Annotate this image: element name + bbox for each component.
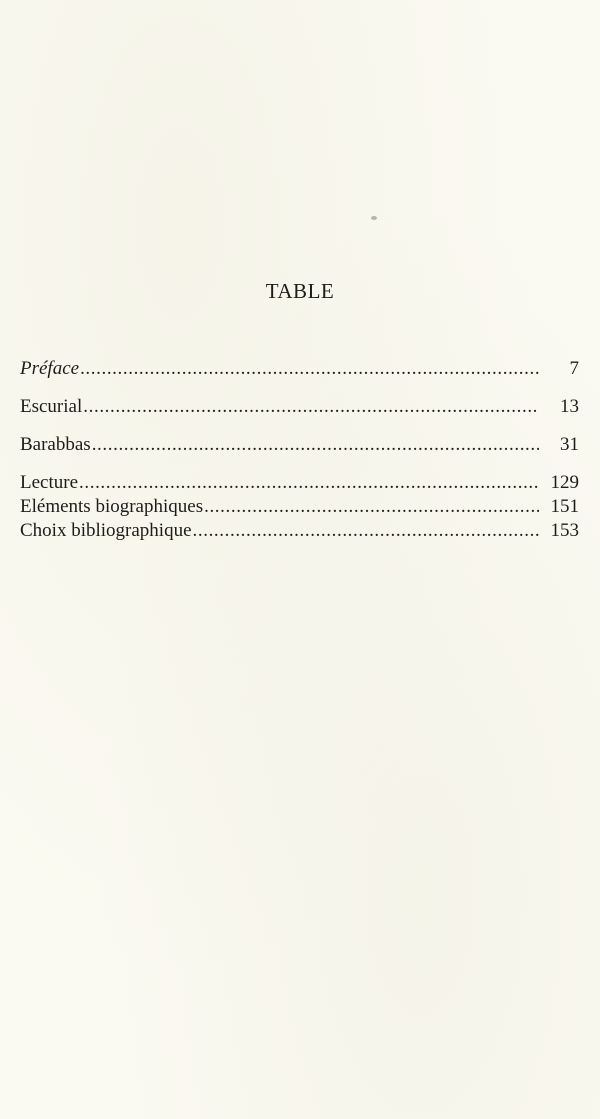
dot-leader <box>204 495 539 519</box>
toc-entry-label: Choix bibliographique <box>20 520 192 541</box>
toc-entry-label: Escurial <box>20 396 83 417</box>
toc-entry-page: 151 <box>550 496 579 517</box>
toc-entry-label: Lecture <box>20 472 79 493</box>
toc-entry-label: Barabbas <box>20 434 91 455</box>
dot-leader <box>193 519 539 543</box>
toc-entry-page: 31 <box>560 434 579 455</box>
toc-entry-page: 7 <box>569 358 579 379</box>
toc-entry-label: Préface <box>20 358 80 379</box>
toc-entry-escurial <box>20 395 579 419</box>
toc-entry-elements-biographiques <box>20 495 579 519</box>
paper-speck <box>371 216 377 220</box>
toc-entry-page: 129 <box>550 472 579 493</box>
toc-entry-choix-bibliographique <box>20 519 579 543</box>
page-title: TABLE <box>265 279 335 303</box>
toc-entry-preface <box>20 357 579 381</box>
dot-leader <box>83 395 539 419</box>
toc-entry-barabbas <box>20 433 579 457</box>
toc-entry-lecture <box>20 471 579 495</box>
dot-leader <box>80 357 539 381</box>
dot-leader <box>92 433 539 457</box>
toc-entry-page: 13 <box>560 396 579 417</box>
toc-entry-page: 153 <box>550 520 579 541</box>
dot-leader <box>79 471 539 495</box>
toc-entry-label: Eléments biographiques <box>20 496 204 517</box>
